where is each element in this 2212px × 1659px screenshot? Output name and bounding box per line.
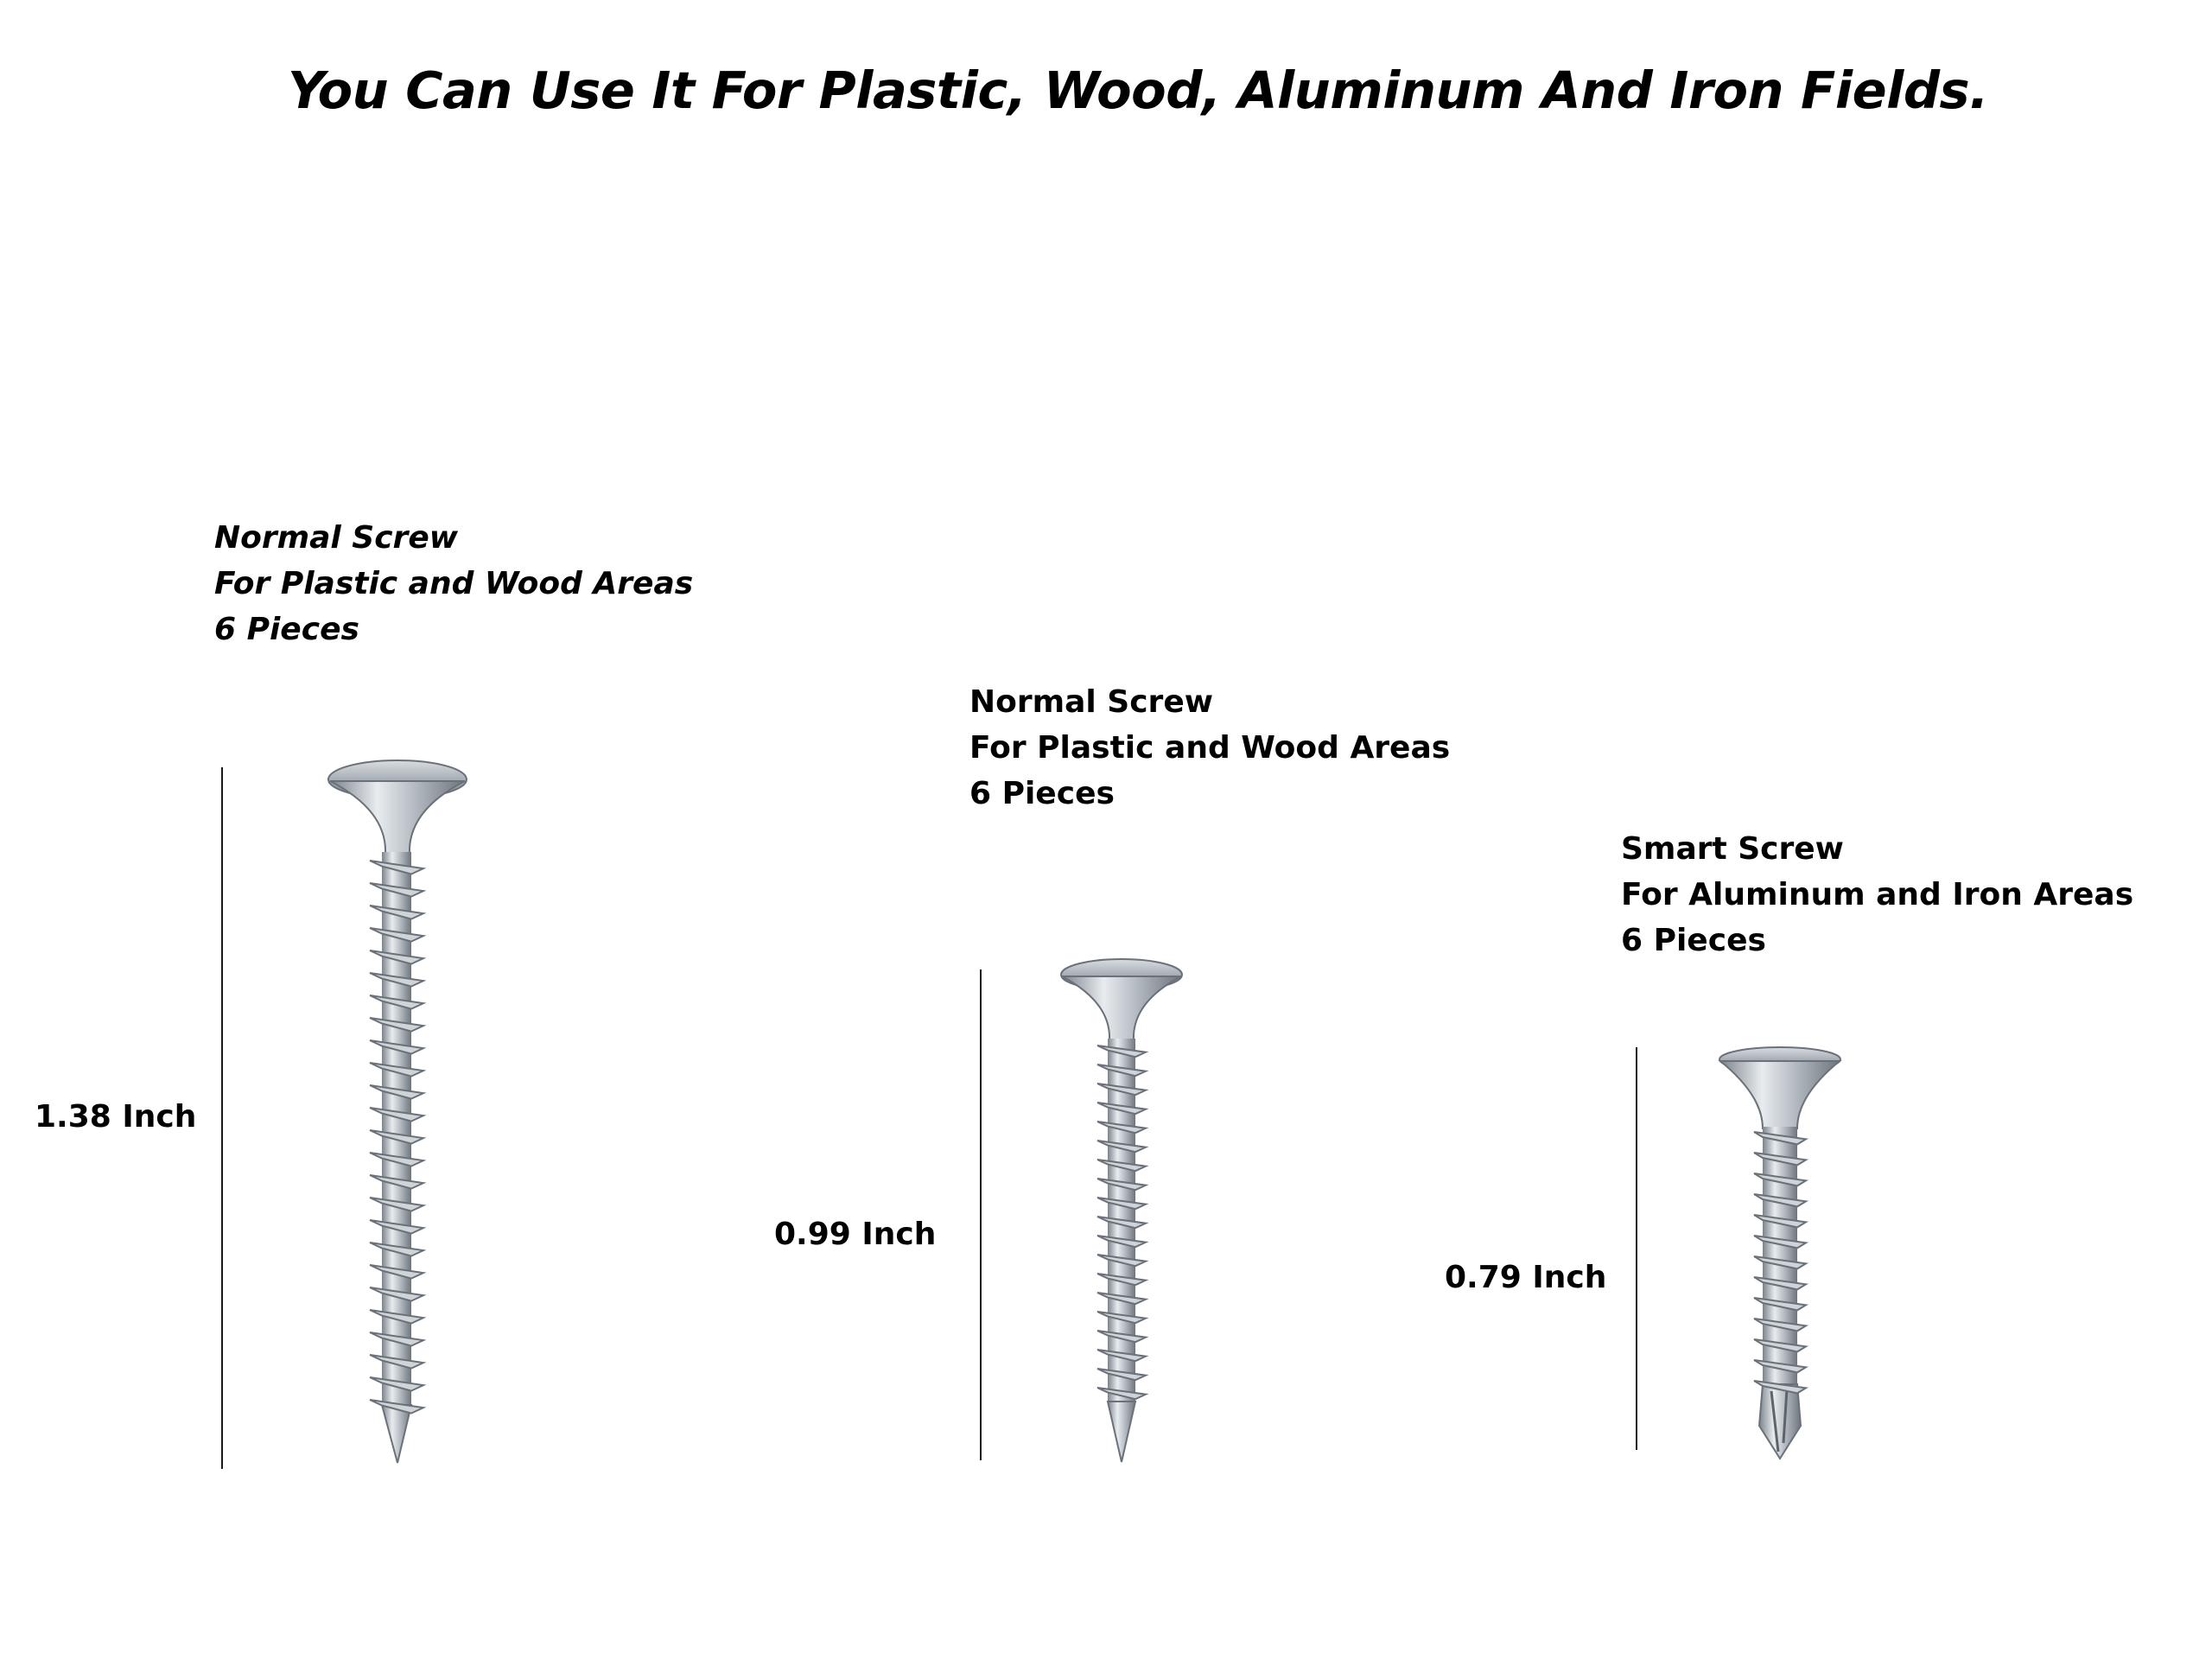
screw-1-description <box>214 515 693 652</box>
screw-1-name: Normal Screw <box>214 520 458 556</box>
screw-3-image <box>1718 1046 1843 1460</box>
page-headline: You Can Use It For Plastic, Wood, Aluminum And Iron Fields. <box>288 60 1989 120</box>
screw-1-image <box>327 759 469 1467</box>
screw-2-description <box>969 679 1450 817</box>
screw-2-quantity: 6 Pieces <box>969 776 1115 811</box>
screw-3-description <box>1621 826 2133 963</box>
screw-2-image <box>1059 957 1185 1465</box>
screw-2-name: Normal Screw <box>969 684 1213 720</box>
screw-2-length-line <box>980 969 982 1460</box>
screw-2-length-label: 0.99 Inch <box>774 1217 937 1252</box>
screw-3-length-line <box>1636 1047 1637 1450</box>
screw-1-length-line <box>221 767 223 1469</box>
screw-1-length-label: 1.38 Inch <box>35 1099 197 1135</box>
screw-3-quantity: 6 Pieces <box>1621 923 1766 958</box>
screw-1-usage: For Plastic and Wood Areas <box>214 566 694 601</box>
screw-3-length-label: 0.79 Inch <box>1445 1260 1607 1295</box>
screw-1-quantity: 6 Pieces <box>214 612 359 647</box>
screw-2-usage: For Plastic and Wood Areas <box>969 730 1451 766</box>
screw-3-name: Smart Screw <box>1621 831 1844 867</box>
screw-3-usage: For Aluminum and Iron Areas <box>1621 877 2134 912</box>
